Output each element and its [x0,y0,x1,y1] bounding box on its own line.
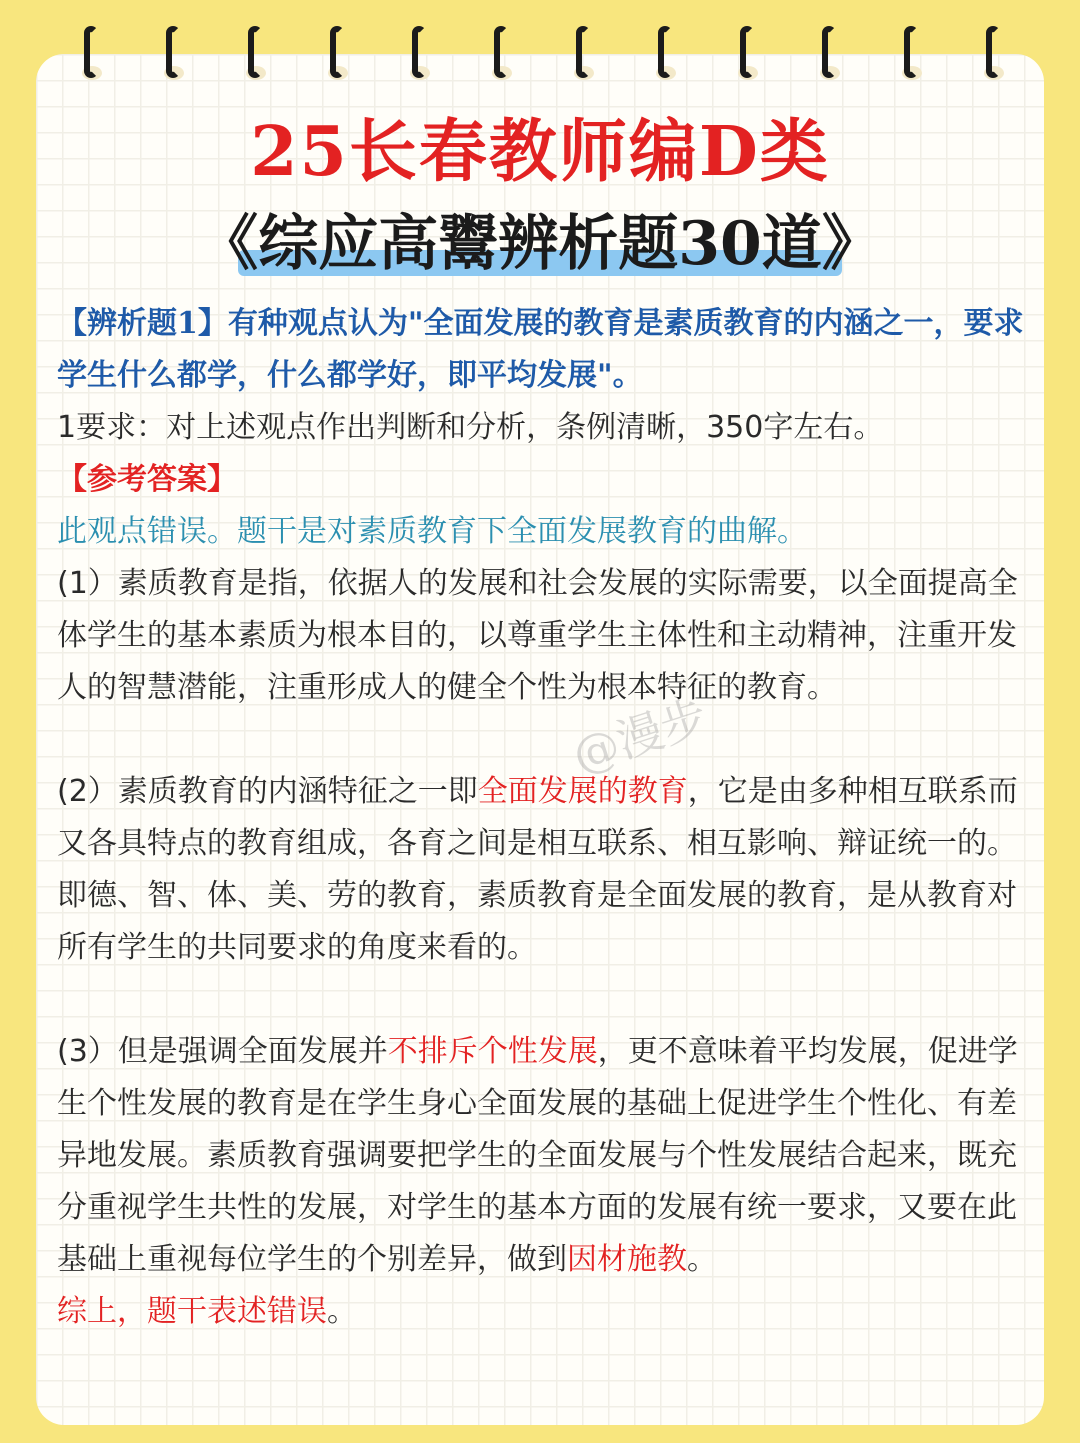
ring [740,26,754,78]
ring [576,26,590,78]
answer-conclusion [57,1286,1029,1338]
paragraph-gap [57,714,1029,766]
p2-highlight: 全面发展的教育 [477,774,688,809]
conclusion-highlight: 综上，题干表述错误 [57,1294,327,1329]
ring [330,26,344,78]
answer-paragraph-2 [57,766,1029,974]
ring [494,26,508,78]
conclusion-end: 。 [327,1294,357,1329]
question-requirement: 1要求：对上述观点作出判断和分析，条例清晰，350字左右。 [57,410,884,445]
ring [166,26,180,78]
subtitle-text: 《综应高鬻辨析题30道》 [198,209,882,279]
p2-text-start: (2）素质教育的内涵特征之一即 [57,774,478,809]
p2-text-end: ，它是由多种相互联系而又各具特点的教育组成，各育之间是相互联系、相互影响、辩证统一的。即德、智、体、美、劳的教育，素质教育是全面发展的教育，是从教育对所有学生的共同要求的角度来看的。 [57,774,1018,965]
p3-text-start: (3）但是强调全面发展并 [57,1034,388,1069]
main-title: 25长春教师编D类 [250,112,830,192]
ring [84,26,98,78]
ring [248,26,262,78]
answer-paragraph-3 [57,1026,1029,1286]
ring [904,26,918,78]
subtitle [198,196,882,282]
content-body [57,298,1029,1338]
ring [986,26,1000,78]
p3-text-middle: ，更不意味着平均发展，促进学生个性发展的教育是在学生身心全面发展的基础上促进学生个性化、有差异地发展。素质教育强调要把学生的全面发展与个性发展结合起来，既充分重视学生共性的发展，对学生的基本方面的发展有统一要求，又要在此基础上重视每位学生的个别差异，做到 [57,1034,1018,1277]
paragraph-gap [57,974,1029,1026]
p3-highlight: 不排斥个性发展 [387,1034,598,1069]
p3-end-highlight: 因材施教 [567,1242,687,1277]
subtitle-wrap [0,196,1080,282]
answer-paragraph-1: (1）素质教育是指，依据人的发展和社会发展的实际需要，以全面提高全体学生的基本素质为根本目的，以尊重学生主体性和主动精神，注重开发人的智慧潜能，注重形成人的健全个性为根本特征的教育。 [57,566,1018,705]
question-text: 【辨析题1】有种观点认为"全面发展的教育是素质教育的内涵之一，要求学生什么都学，什么都学好，即平均发展"。 [57,306,1024,393]
answer-heading: 【参考答案】 [57,462,237,497]
answer-verdict: 此观点错误。题干是对素质教育下全面发展教育的曲解。 [57,514,807,549]
p3-text-end: 。 [687,1242,717,1277]
spiral-binding [0,0,1080,90]
ring [658,26,672,78]
ring [412,26,426,78]
ring [822,26,836,78]
watermark: @漫步 [565,688,714,783]
